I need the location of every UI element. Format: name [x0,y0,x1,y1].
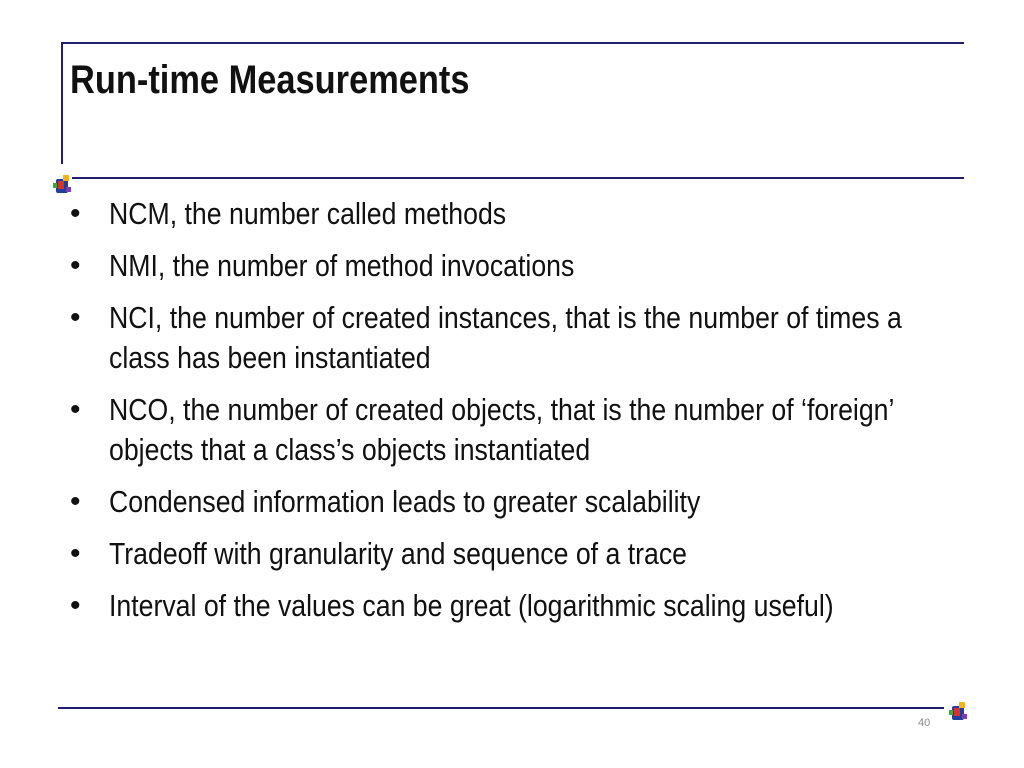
bullet-item [70,194,950,234]
footer-divider [58,707,944,709]
bullet-item [70,246,950,286]
bullet-item [70,534,950,574]
bullet-marker: • [70,589,81,622]
bullet-marker: • [70,537,81,570]
left-rule [61,42,63,164]
top-rule [61,42,964,44]
bullet-text: NCO, the number of created objects, that is the number of ‘foreign’ objects that a class’s objects instantiated [109,392,894,467]
page-number: 40 [918,717,931,729]
bullet-marker: • [70,301,81,334]
bullet-text: Tradeoff with granularity and sequence of a trace [109,536,687,571]
bullet-marker: • [70,485,81,518]
bullet-marker: • [70,197,81,230]
bullet-text: Condensed information leads to greater scalability [109,484,701,519]
bullet-marker: • [70,249,81,282]
bullet-item [70,298,950,378]
bullet-marker: • [70,393,81,426]
bullet-item [70,586,950,626]
bullet-text: NCM, the number called methods [109,196,507,231]
bullet-item [70,390,950,470]
title-divider [72,177,964,179]
bullet-item [70,482,950,522]
colorful-logo-icon [948,700,970,724]
slide-title: Run-time Measurements [70,58,470,102]
bullet-list [70,194,950,638]
bullet-text: NCI, the number of created instances, that is the number of times a class has been instantiated [109,300,902,375]
bullet-text: NMI, the number of method invocations [109,248,575,283]
bullet-text: Interval of the values can be great (logarithmic scaling useful) [109,588,834,623]
